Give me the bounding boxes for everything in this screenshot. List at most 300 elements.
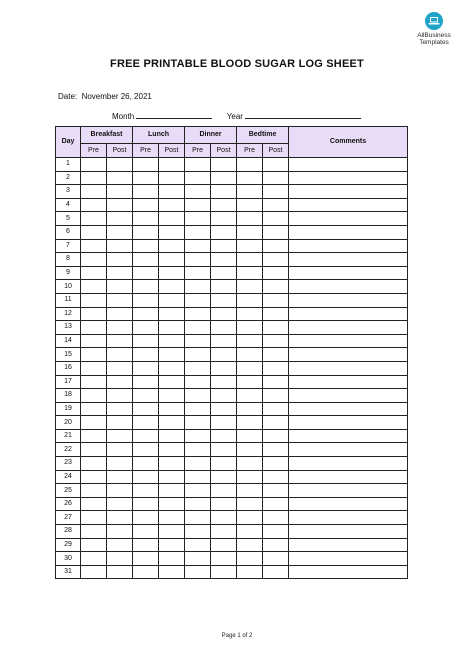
reading-cell[interactable] — [81, 198, 107, 212]
reading-cell[interactable] — [81, 321, 107, 335]
reading-cell[interactable] — [133, 416, 159, 430]
reading-cell[interactable] — [211, 280, 237, 294]
reading-cell[interactable] — [107, 443, 133, 457]
reading-cell[interactable] — [159, 334, 185, 348]
reading-cell[interactable] — [133, 525, 159, 539]
comments-cell[interactable] — [289, 293, 408, 307]
reading-cell[interactable] — [81, 484, 107, 498]
reading-cell[interactable] — [159, 497, 185, 511]
reading-cell[interactable] — [263, 525, 289, 539]
reading-cell[interactable] — [185, 429, 211, 443]
reading-cell[interactable] — [107, 185, 133, 199]
reading-cell[interactable] — [237, 321, 263, 335]
reading-cell[interactable] — [81, 361, 107, 375]
reading-cell[interactable] — [81, 402, 107, 416]
reading-cell[interactable] — [263, 198, 289, 212]
reading-cell[interactable] — [263, 253, 289, 267]
reading-cell[interactable] — [133, 375, 159, 389]
reading-cell[interactable] — [133, 429, 159, 443]
reading-cell[interactable] — [159, 225, 185, 239]
reading-cell[interactable] — [133, 348, 159, 362]
reading-cell[interactable] — [81, 429, 107, 443]
reading-cell[interactable] — [185, 225, 211, 239]
reading-cell[interactable] — [263, 334, 289, 348]
reading-cell[interactable] — [159, 511, 185, 525]
comments-cell[interactable] — [289, 239, 408, 253]
comments-cell[interactable] — [289, 348, 408, 362]
meal-header-dinner: Dinner — [185, 127, 237, 144]
reading-cell[interactable] — [185, 375, 211, 389]
reading-cell[interactable] — [133, 198, 159, 212]
reading-cell[interactable] — [159, 266, 185, 280]
reading-cell[interactable] — [81, 497, 107, 511]
reading-cell[interactable] — [263, 416, 289, 430]
reading-cell[interactable] — [185, 443, 211, 457]
reading-cell[interactable] — [237, 416, 263, 430]
comments-cell[interactable] — [289, 565, 408, 579]
reading-cell[interactable] — [211, 307, 237, 321]
reading-cell[interactable] — [81, 280, 107, 294]
reading-cell[interactable] — [107, 239, 133, 253]
reading-cell[interactable] — [81, 307, 107, 321]
month-year-line — [112, 110, 361, 121]
comments-cell[interactable] — [289, 538, 408, 552]
reading-cell[interactable] — [185, 293, 211, 307]
reading-cell[interactable] — [211, 239, 237, 253]
comments-cell[interactable] — [289, 280, 408, 294]
reading-cell[interactable] — [159, 307, 185, 321]
reading-cell[interactable] — [133, 239, 159, 253]
reading-cell[interactable] — [81, 470, 107, 484]
reading-cell[interactable] — [81, 552, 107, 566]
reading-cell[interactable] — [211, 225, 237, 239]
comments-cell[interactable] — [289, 171, 408, 185]
reading-cell[interactable] — [133, 565, 159, 579]
comments-cell[interactable] — [289, 361, 408, 375]
reading-cell[interactable] — [107, 538, 133, 552]
reading-cell[interactable] — [185, 348, 211, 362]
reading-cell[interactable] — [107, 348, 133, 362]
reading-cell[interactable] — [159, 185, 185, 199]
reading-cell[interactable] — [159, 321, 185, 335]
reading-cell[interactable] — [237, 307, 263, 321]
table-row — [56, 171, 408, 185]
reading-cell[interactable] — [211, 171, 237, 185]
comments-cell[interactable] — [289, 429, 408, 443]
day-number: 28 — [56, 525, 81, 539]
subheader-pre: Pre — [185, 144, 211, 158]
reading-cell[interactable] — [81, 293, 107, 307]
reading-cell[interactable] — [211, 470, 237, 484]
reading-cell[interactable] — [107, 484, 133, 498]
reading-cell[interactable] — [81, 239, 107, 253]
table-row — [56, 565, 408, 579]
reading-cell[interactable] — [185, 171, 211, 185]
reading-cell[interactable] — [159, 484, 185, 498]
reading-cell[interactable] — [81, 565, 107, 579]
reading-cell[interactable] — [211, 497, 237, 511]
reading-cell[interactable] — [185, 552, 211, 566]
reading-cell[interactable] — [211, 293, 237, 307]
reading-cell[interactable] — [133, 280, 159, 294]
reading-cell[interactable] — [237, 525, 263, 539]
reading-cell[interactable] — [185, 525, 211, 539]
reading-cell[interactable] — [81, 334, 107, 348]
reading-cell[interactable] — [211, 457, 237, 471]
reading-cell[interactable] — [211, 389, 237, 403]
comments-cell[interactable] — [289, 307, 408, 321]
reading-cell[interactable] — [237, 552, 263, 566]
reading-cell[interactable] — [133, 266, 159, 280]
reading-cell[interactable] — [237, 443, 263, 457]
reading-cell[interactable] — [263, 497, 289, 511]
day-number: 27 — [56, 511, 81, 525]
reading-cell[interactable] — [237, 253, 263, 267]
reading-cell[interactable] — [237, 158, 263, 172]
reading-cell[interactable] — [81, 158, 107, 172]
reading-cell[interactable] — [133, 171, 159, 185]
day-number: 25 — [56, 484, 81, 498]
reading-cell[interactable] — [159, 389, 185, 403]
reading-cell[interactable] — [159, 525, 185, 539]
reading-cell[interactable] — [211, 266, 237, 280]
reading-cell[interactable] — [263, 348, 289, 362]
reading-cell[interactable] — [81, 225, 107, 239]
comments-cell[interactable] — [289, 185, 408, 199]
comments-cell[interactable] — [289, 266, 408, 280]
reading-cell[interactable] — [107, 212, 133, 226]
reading-cell[interactable] — [211, 525, 237, 539]
reading-cell[interactable] — [159, 457, 185, 471]
reading-cell[interactable] — [133, 497, 159, 511]
reading-cell[interactable] — [185, 361, 211, 375]
reading-cell[interactable] — [211, 511, 237, 525]
comments-cell[interactable] — [289, 389, 408, 403]
reading-cell[interactable] — [263, 321, 289, 335]
reading-cell[interactable] — [107, 552, 133, 566]
reading-cell[interactable] — [107, 416, 133, 430]
reading-cell[interactable] — [133, 212, 159, 226]
reading-cell[interactable] — [107, 307, 133, 321]
reading-cell[interactable] — [211, 484, 237, 498]
reading-cell[interactable] — [185, 538, 211, 552]
reading-cell[interactable] — [211, 158, 237, 172]
reading-cell[interactable] — [107, 375, 133, 389]
reading-cell[interactable] — [263, 225, 289, 239]
reading-cell[interactable] — [263, 565, 289, 579]
reading-cell[interactable] — [81, 266, 107, 280]
reading-cell[interactable] — [107, 389, 133, 403]
reading-cell[interactable] — [81, 171, 107, 185]
reading-cell[interactable] — [159, 552, 185, 566]
reading-cell[interactable] — [81, 443, 107, 457]
reading-cell[interactable] — [185, 307, 211, 321]
reading-cell[interactable] — [107, 511, 133, 525]
table-row — [56, 348, 408, 362]
reading-cell[interactable] — [107, 198, 133, 212]
reading-cell[interactable] — [211, 375, 237, 389]
day-number: 15 — [56, 348, 81, 362]
reading-cell[interactable] — [159, 470, 185, 484]
reading-cell[interactable] — [237, 361, 263, 375]
reading-cell[interactable] — [159, 443, 185, 457]
reading-cell[interactable] — [133, 443, 159, 457]
reading-cell[interactable] — [237, 402, 263, 416]
reading-cell[interactable] — [107, 158, 133, 172]
comments-cell[interactable] — [289, 457, 408, 471]
reading-cell[interactable] — [107, 171, 133, 185]
reading-cell[interactable] — [185, 158, 211, 172]
comments-cell[interactable] — [289, 253, 408, 267]
reading-cell[interactable] — [133, 307, 159, 321]
reading-cell[interactable] — [159, 416, 185, 430]
reading-cell[interactable] — [81, 348, 107, 362]
reading-cell[interactable] — [237, 225, 263, 239]
reading-cell[interactable] — [211, 416, 237, 430]
reading-cell[interactable] — [237, 212, 263, 226]
reading-cell[interactable] — [159, 429, 185, 443]
reading-cell[interactable] — [185, 565, 211, 579]
reading-cell[interactable] — [159, 198, 185, 212]
reading-cell[interactable] — [263, 389, 289, 403]
reading-cell[interactable] — [211, 538, 237, 552]
reading-cell[interactable] — [263, 538, 289, 552]
reading-cell[interactable] — [133, 402, 159, 416]
reading-cell[interactable] — [133, 334, 159, 348]
comments-cell[interactable] — [289, 402, 408, 416]
comments-cell[interactable] — [289, 484, 408, 498]
comments-cell[interactable] — [289, 443, 408, 457]
comments-cell[interactable] — [289, 525, 408, 539]
reading-cell[interactable] — [133, 361, 159, 375]
reading-cell[interactable] — [133, 484, 159, 498]
reading-cell[interactable] — [185, 334, 211, 348]
reading-cell[interactable] — [81, 375, 107, 389]
reading-cell[interactable] — [185, 212, 211, 226]
reading-cell[interactable] — [107, 253, 133, 267]
reading-cell[interactable] — [263, 511, 289, 525]
reading-cell[interactable] — [159, 158, 185, 172]
reading-cell[interactable] — [211, 429, 237, 443]
comments-cell[interactable] — [289, 321, 408, 335]
comments-cell[interactable] — [289, 497, 408, 511]
reading-cell[interactable] — [107, 457, 133, 471]
reading-cell[interactable] — [211, 185, 237, 199]
reading-cell[interactable] — [107, 470, 133, 484]
reading-cell[interactable] — [237, 348, 263, 362]
reading-cell[interactable] — [159, 565, 185, 579]
reading-cell[interactable] — [185, 185, 211, 199]
comments-cell[interactable] — [289, 212, 408, 226]
month-label: Month — [112, 112, 135, 121]
reading-cell[interactable] — [81, 389, 107, 403]
reading-cell[interactable] — [263, 171, 289, 185]
reading-cell[interactable] — [237, 484, 263, 498]
reading-cell[interactable] — [237, 497, 263, 511]
reading-cell[interactable] — [263, 484, 289, 498]
reading-cell[interactable] — [263, 443, 289, 457]
reading-cell[interactable] — [107, 334, 133, 348]
page-title: FREE PRINTABLE BLOOD SUGAR LOG SHEET — [110, 58, 364, 70]
reading-cell[interactable] — [159, 402, 185, 416]
comments-cell[interactable] — [289, 334, 408, 348]
reading-cell[interactable] — [263, 307, 289, 321]
table-row — [56, 225, 408, 239]
reading-cell[interactable] — [237, 171, 263, 185]
reading-cell[interactable] — [81, 212, 107, 226]
reading-cell[interactable] — [237, 280, 263, 294]
reading-cell[interactable] — [81, 538, 107, 552]
reading-cell[interactable] — [263, 429, 289, 443]
reading-cell[interactable] — [159, 239, 185, 253]
reading-cell[interactable] — [237, 266, 263, 280]
reading-cell[interactable] — [211, 402, 237, 416]
reading-cell[interactable] — [263, 266, 289, 280]
reading-cell[interactable] — [159, 361, 185, 375]
reading-cell[interactable] — [211, 321, 237, 335]
reading-cell[interactable] — [107, 565, 133, 579]
reading-cell[interactable] — [107, 280, 133, 294]
reading-cell[interactable] — [237, 239, 263, 253]
reading-cell[interactable] — [263, 361, 289, 375]
table-row — [56, 429, 408, 443]
reading-cell[interactable] — [263, 457, 289, 471]
reading-cell[interactable] — [185, 253, 211, 267]
reading-cell[interactable] — [185, 389, 211, 403]
reading-cell[interactable] — [185, 402, 211, 416]
year-field[interactable] — [245, 110, 361, 119]
reading-cell[interactable] — [133, 389, 159, 403]
reading-cell[interactable] — [133, 293, 159, 307]
brand-name-line2: Templates — [419, 39, 449, 46]
reading-cell[interactable] — [185, 198, 211, 212]
table-row — [56, 470, 408, 484]
reading-cell[interactable] — [107, 525, 133, 539]
reading-cell[interactable] — [159, 538, 185, 552]
comments-cell[interactable] — [289, 375, 408, 389]
reading-cell[interactable] — [107, 225, 133, 239]
comments-cell[interactable] — [289, 552, 408, 566]
reading-cell[interactable] — [81, 416, 107, 430]
reading-cell[interactable] — [185, 511, 211, 525]
reading-cell[interactable] — [237, 470, 263, 484]
reading-cell[interactable] — [107, 266, 133, 280]
reading-cell[interactable] — [185, 497, 211, 511]
table-row — [56, 307, 408, 321]
month-field[interactable] — [136, 110, 212, 119]
reading-cell[interactable] — [107, 497, 133, 511]
reading-cell[interactable] — [263, 375, 289, 389]
reading-cell[interactable] — [263, 470, 289, 484]
reading-cell[interactable] — [185, 239, 211, 253]
reading-cell[interactable] — [185, 470, 211, 484]
reading-cell[interactable] — [159, 253, 185, 267]
reading-cell[interactable] — [211, 348, 237, 362]
reading-cell[interactable] — [185, 280, 211, 294]
reading-cell[interactable] — [81, 253, 107, 267]
reading-cell[interactable] — [211, 552, 237, 566]
reading-cell[interactable] — [159, 280, 185, 294]
reading-cell[interactable] — [107, 361, 133, 375]
comments-cell[interactable] — [289, 511, 408, 525]
reading-cell[interactable] — [211, 361, 237, 375]
reading-cell[interactable] — [237, 429, 263, 443]
reading-cell[interactable] — [107, 293, 133, 307]
comments-cell[interactable] — [289, 416, 408, 430]
reading-cell[interactable] — [263, 239, 289, 253]
reading-cell[interactable] — [81, 525, 107, 539]
reading-cell[interactable] — [133, 457, 159, 471]
reading-cell[interactable] — [81, 185, 107, 199]
reading-cell[interactable] — [81, 511, 107, 525]
day-number: 14 — [56, 334, 81, 348]
day-number: 3 — [56, 185, 81, 199]
reading-cell[interactable] — [211, 565, 237, 579]
reading-cell[interactable] — [263, 185, 289, 199]
reading-cell[interactable] — [185, 266, 211, 280]
reading-cell[interactable] — [185, 416, 211, 430]
reading-cell[interactable] — [237, 511, 263, 525]
reading-cell[interactable] — [211, 443, 237, 457]
reading-cell[interactable] — [159, 375, 185, 389]
reading-cell[interactable] — [211, 212, 237, 226]
reading-cell[interactable] — [159, 293, 185, 307]
reading-cell[interactable] — [185, 484, 211, 498]
reading-cell[interactable] — [237, 538, 263, 552]
reading-cell[interactable] — [263, 158, 289, 172]
reading-cell[interactable] — [159, 348, 185, 362]
reading-cell[interactable] — [133, 538, 159, 552]
reading-cell[interactable] — [133, 552, 159, 566]
reading-cell[interactable] — [185, 457, 211, 471]
reading-cell[interactable] — [133, 158, 159, 172]
reading-cell[interactable] — [133, 225, 159, 239]
reading-cell[interactable] — [107, 321, 133, 335]
reading-cell[interactable] — [237, 375, 263, 389]
reading-cell[interactable] — [211, 253, 237, 267]
reading-cell[interactable] — [159, 212, 185, 226]
reading-cell[interactable] — [107, 402, 133, 416]
reading-cell[interactable] — [133, 321, 159, 335]
reading-cell[interactable] — [211, 334, 237, 348]
reading-cell[interactable] — [237, 389, 263, 403]
reading-cell[interactable] — [263, 293, 289, 307]
reading-cell[interactable] — [133, 253, 159, 267]
comments-cell[interactable] — [289, 470, 408, 484]
reading-cell[interactable] — [133, 185, 159, 199]
reading-cell[interactable] — [159, 171, 185, 185]
reading-cell[interactable] — [237, 457, 263, 471]
reading-cell[interactable] — [237, 185, 263, 199]
comments-cell[interactable] — [289, 158, 408, 172]
reading-cell[interactable] — [81, 457, 107, 471]
reading-cell[interactable] — [237, 334, 263, 348]
reading-cell[interactable] — [263, 552, 289, 566]
comments-cell[interactable] — [289, 225, 408, 239]
reading-cell[interactable] — [211, 198, 237, 212]
reading-cell[interactable] — [133, 511, 159, 525]
reading-cell[interactable] — [237, 565, 263, 579]
reading-cell[interactable] — [237, 198, 263, 212]
reading-cell[interactable] — [185, 321, 211, 335]
reading-cell[interactable] — [133, 470, 159, 484]
reading-cell[interactable] — [107, 429, 133, 443]
reading-cell[interactable] — [263, 402, 289, 416]
comments-cell[interactable] — [289, 198, 408, 212]
reading-cell[interactable] — [263, 212, 289, 226]
reading-cell[interactable] — [237, 293, 263, 307]
reading-cell[interactable] — [263, 280, 289, 294]
